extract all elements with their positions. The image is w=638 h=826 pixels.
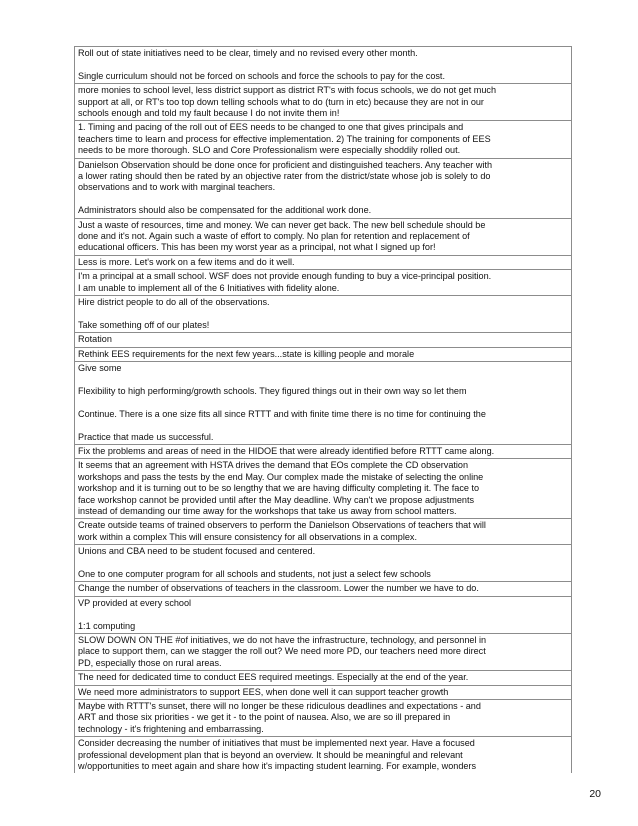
table-row [75,582,571,596]
table-row [75,159,571,219]
table-row [75,545,571,582]
row-text-line: workshop and it is turning out to be so lengthy that we are having difficulty completing it. The face to [78,483,480,494]
row-text-line: place to support them, can we stagger the roll out? We need more PD, our teachers need more direct [78,646,486,657]
row-text-line: The need for dedicated time to conduct EES required meetings. Especially at the end of the year. [78,672,469,683]
row-text-line: Less is more. Let's work on a few items and do it well. [78,256,295,267]
row-text-line: VP provided at every school [78,597,192,608]
page-number: 20 [589,788,601,800]
row-text-line: Fix the problems and areas of need in the HIDOE that were already identified before RTTT came along. [78,445,495,456]
row-text-line: Give some [78,363,122,374]
row-text-line: observations and to work with marginal teachers. [78,182,276,193]
row-text-line: Rotation [78,334,112,345]
row-text-line: Change the number of observations of teachers in the classroom. Lower the number we have to do. [78,583,479,594]
row-text-line: Continue. There is a one size fits all since RTTT and with finite time there is no time for continuing the [78,408,486,419]
table-row [75,737,571,773]
table-row [75,84,571,121]
row-text-line: One to one computer program for all schools and students, not just a select few schools [78,568,431,579]
row-text-line: done and it's not. Again such a waste of effort to comply. No plan for retention and replacement of [78,231,470,242]
blank-line [78,194,568,205]
table-row [75,459,571,519]
row-text-line: work within a complex This will ensure consistency for all observations in a complex. [78,531,417,542]
row-text-line: Just a waste of resources, time and money. We can never get back. The new bell schedule should be [78,219,486,230]
row-text-line: schools enough and told my fault because I do not invite them in! [78,108,340,119]
table-row [75,519,571,545]
table-row [75,671,571,685]
blank-line [78,375,568,386]
blank-line [78,420,568,431]
table-row [75,634,571,671]
row-text-line: workshops and pass the tests by the end May. Our complex made the mistake of selecting the online [78,471,484,482]
row-text-line: face workshop cannot be provided until after the May deadline. Why can't we propose adjustments [78,494,475,505]
table-row [75,333,571,347]
table-row [75,686,571,700]
table-row [75,362,571,445]
row-text-line: needs to be more thorough. SLO and Core Professionalism were especially shoddily rolled out. [78,145,461,156]
row-text-line: Take something off of our plates! [78,319,210,330]
blank-line [78,309,568,320]
comments-table [74,46,572,773]
row-text-line: a lower rating should then be rated by an objective rater from the district/state whose job is solely to do [78,171,491,182]
row-text-line: 1:1 computing [78,620,136,631]
row-text-line: support at all, or RT's too top down telling schools what to do (turn in etc) because they are not in our [78,96,484,107]
row-text-line: technology - it's frightening and embarrassing. [78,723,264,734]
row-text-line: SLOW DOWN ON THE #of initiatives, we do not have the infrastructure, technology, and personnel in [78,634,487,645]
row-text-line: Maybe with RTTT's sunset, there will no longer be these ridiculous deadlines and expectations - and [78,701,481,711]
table-row [75,256,571,270]
blank-line [78,558,568,569]
table-row [75,47,571,84]
row-text-line: instead of demanding our time away for the workshops that take us away from school matters. [78,505,457,516]
row-text-line: Practice that made us successful. [78,431,214,442]
blank-line [78,397,568,408]
row-text-line: ART and those six priorities - we get it - to the point of nausea. Also, we are so ill prepared in [78,712,451,723]
blank-line [78,59,568,70]
row-text-line: We need more administrators to support EES, when done well it can support teacher growth [78,686,449,697]
blank-line [78,609,568,620]
row-text-line: Hire district people to do all of the observations. [78,297,270,308]
row-text-line: I am unable to implement all of the 6 Initiatives with fidelity alone. [78,282,340,293]
row-text-line: Single curriculum should not be forced on schools and force the schools to pay for the cost. [78,70,445,81]
row-text-line: teachers time to learn and process for effective implementation. 2) The training for components of EES [78,133,491,144]
row-text-line: Administrators should also be compensated for the additional work done. [78,205,372,216]
row-text-line: professional development plan that is beyond an overview. It should be meaningful and relevant [78,749,463,760]
table-row [75,219,571,256]
row-text-line: more monies to school level, less district support as district RT's with focus schools, we do not get much [78,85,497,96]
table-row [75,348,571,362]
row-text-line: Roll out of state initiatives need to be clear, timely and no revised every other month. [78,48,418,58]
table-row [75,445,571,459]
table-row [75,296,571,333]
table-row [75,270,571,296]
row-text-line: Flexibility to high performing/growth schools. They figured things out in their own way so let them [78,385,467,396]
row-text-line: PD, especially those on rural areas. [78,657,222,668]
row-text-line: w/opportunities to meet again and share how it's impacting student learning. For example, wonders [78,761,477,772]
row-text-line: Unions and CBA need to be student focused and centered. [78,546,316,557]
row-text-line: Create outside teams of trained observers to perform the Danielson Observations of teachers that will [78,520,486,531]
row-text-line: It seems that an agreement with HSTA drives the demand that EOs complete the CD observation [78,460,469,471]
table-row [75,121,571,158]
table-row [75,700,571,737]
row-text-line: Rethink EES requirements for the next few years...state is killing people and morale [78,348,415,359]
row-text-line: Danielson Observation should be done once for proficient and distinguished teachers. Any teacher with [78,159,493,170]
row-text-line: 1. Timing and pacing of the roll out of EES needs to be changed to one that gives principals and [78,122,464,133]
table-row [75,597,571,634]
row-text-line: I'm a principal at a small school. WSF does not provide enough funding to buy a vice-principal position. [78,271,492,282]
row-text-line: Consider decreasing the number of initiatives that must be implemented next year. Have a focused [78,738,475,749]
row-text-line: educational officers. This has been my worst year as a principal, not what I signed up for! [78,242,436,253]
